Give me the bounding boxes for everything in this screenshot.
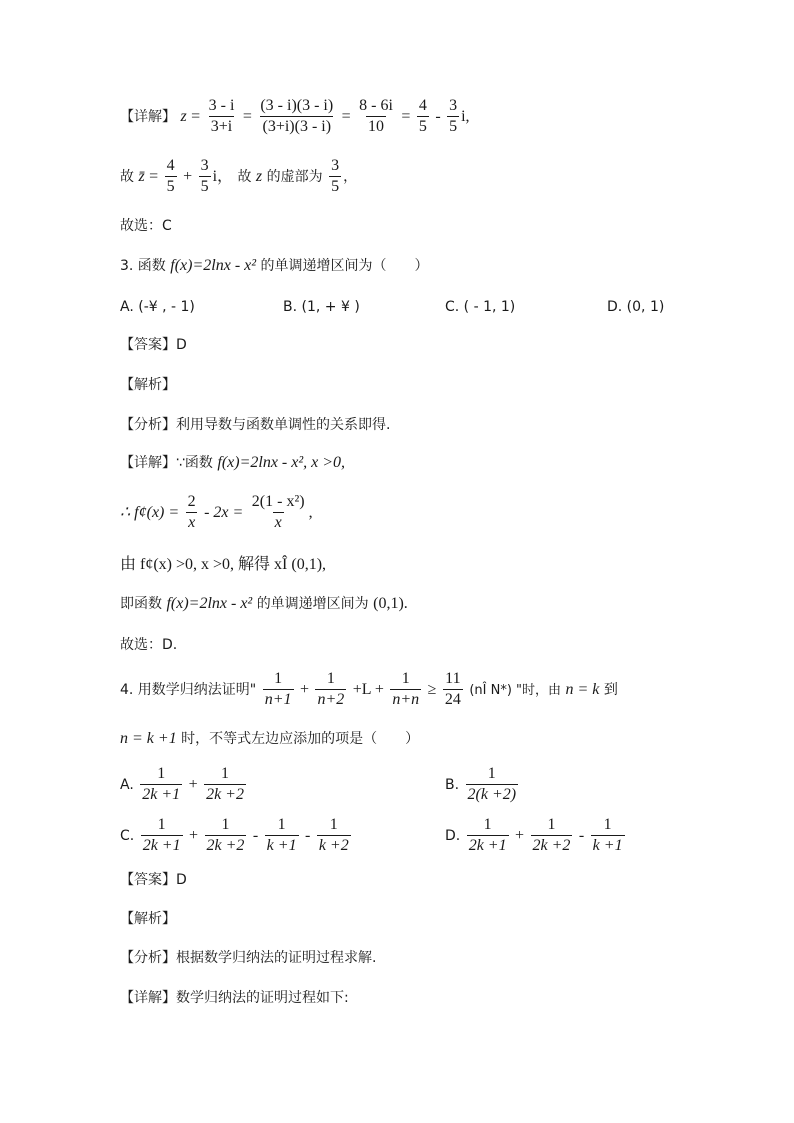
var-zbar: z̄: [138, 167, 145, 185]
denominator: 5: [200, 177, 209, 195]
math-expr: n = k: [565, 680, 600, 698]
q3-solve-line: [120, 557, 326, 573]
denominator: (3+i)(3 - i): [262, 117, 332, 135]
geq-sign: ≥: [427, 680, 437, 698]
stem-text: 到: [603, 681, 618, 698]
fraction: [417, 98, 429, 136]
q2-choose: 故选：C: [120, 218, 172, 234]
denominator: 5: [418, 117, 427, 135]
q3-derivative-line: [120, 494, 313, 532]
q3-option-c: C. ( - 1, 1): [445, 299, 516, 315]
fraction: [531, 817, 573, 855]
fraction: [357, 98, 395, 136]
minus-sign: -: [578, 826, 585, 844]
numerator: 1: [487, 765, 496, 782]
minus-sign: -: [435, 107, 441, 125]
fraction: [250, 494, 307, 532]
derivative-expr: ∴ f¢(x) =: [120, 503, 180, 521]
numerator: 1: [221, 816, 230, 833]
minus-sign: -: [252, 826, 259, 844]
numerator: 1: [483, 816, 492, 833]
numerator: 3 - i: [208, 97, 235, 114]
denominator: 10: [368, 117, 385, 135]
denominator: 5: [166, 177, 175, 195]
q4-answer: 【答案】D: [120, 872, 187, 888]
fraction: [258, 98, 335, 136]
function-expr: f(x)=2lnx - x²: [170, 257, 257, 274]
q3-detail-line: [120, 455, 345, 471]
numerator: (3 - i)(3 - i): [260, 97, 334, 114]
interval: (0,1).: [373, 595, 408, 612]
numerator: 1: [603, 816, 612, 833]
numerator: 3: [449, 97, 458, 114]
ellipsis: +L +: [352, 680, 384, 698]
fraction: [315, 671, 346, 709]
denominator: n+1: [264, 690, 292, 708]
text: 的虚部为: [266, 168, 323, 185]
denominator: 2(k +2): [467, 785, 517, 803]
numerator: 3: [200, 157, 209, 174]
text: 【详解】∵函数: [120, 455, 213, 471]
fraction: [263, 671, 294, 709]
text: 故: [120, 168, 134, 185]
fraction: [591, 817, 625, 855]
denominator: 2k +1: [142, 836, 181, 854]
imag-unit: i,: [461, 107, 470, 125]
denominator: 5: [331, 177, 340, 195]
denominator: n+2: [317, 690, 345, 708]
q3-analysis: 【分析】利用导数与函数单调性的关系即得.: [120, 417, 391, 433]
q4-option-d: [445, 817, 627, 855]
plus-sign: +: [299, 680, 309, 698]
fraction: [443, 671, 463, 709]
denominator: 2k +1: [142, 785, 181, 803]
numerator: 2: [187, 493, 196, 510]
fraction: [329, 158, 341, 196]
denominator: 2k +2: [532, 836, 571, 854]
denominator: k +1: [592, 836, 623, 854]
equals-sign: =: [401, 107, 411, 125]
denominator: 2k +2: [206, 785, 244, 803]
var-z: z: [180, 107, 187, 125]
numerator: 4: [418, 97, 427, 114]
option-label: A.: [120, 776, 134, 793]
q3-result-line: [120, 596, 408, 612]
function-expr: f(x)=2lnx - x², x >0,: [217, 454, 346, 471]
text: ，: [343, 168, 358, 185]
denominator: 24: [444, 690, 461, 708]
numerator: 1: [329, 816, 338, 833]
fraction: [165, 158, 177, 196]
math-expr: n = k +1: [120, 730, 177, 747]
fraction: [204, 766, 246, 804]
fraction: [447, 98, 459, 136]
equals-sign: =: [341, 107, 351, 125]
plus-sign: +: [189, 826, 199, 844]
fraction: [317, 817, 351, 855]
fraction: [265, 817, 299, 855]
q4-analysis: 【分析】根据数学归纳法的证明过程求解.: [120, 950, 377, 966]
numerator: 8 - 6i: [359, 97, 393, 114]
numerator: 1: [326, 670, 335, 687]
stem-text: 3. 函数: [120, 258, 166, 274]
fraction: [140, 766, 182, 804]
var-z: z: [255, 167, 263, 185]
q4-analysis-tag: 【解析】: [120, 911, 176, 927]
fraction: [467, 817, 509, 855]
q3-option-d: D. (0, 1): [607, 299, 665, 315]
denominator: k +2: [318, 836, 349, 854]
fraction: [207, 98, 237, 136]
numerator: 1: [221, 765, 230, 782]
minus-sign: -: [305, 826, 311, 844]
stem-text: 的单调递增区间为（ ）: [260, 258, 429, 274]
text: 的单调递增区间为: [256, 596, 369, 612]
q3-stem: [120, 258, 429, 274]
plus-sign: +: [188, 775, 198, 793]
numerator: 1: [157, 765, 166, 782]
q3-choose: 故选：D.: [120, 637, 178, 653]
denominator: x: [188, 513, 196, 531]
option-label: D.: [445, 827, 461, 844]
stem-text: (nÎ N*) "时，由: [469, 682, 561, 698]
numerator: 4: [166, 157, 175, 174]
q3-answer: 【答案】D: [120, 337, 187, 353]
q4-stem-line2: [120, 731, 419, 747]
function-expr: f(x)=2lnx - x²: [166, 595, 253, 612]
q2-detail-line: [120, 98, 470, 136]
option-label: C.: [120, 827, 135, 844]
q2-conjugate-line: [120, 158, 357, 196]
solve-text: 由 f¢(x) >0, x >0, 解得 xÎ (0,1),: [120, 556, 327, 573]
numerator: 1: [547, 816, 556, 833]
denominator: k +1: [266, 836, 297, 854]
detail-tag: 【详解】: [120, 108, 176, 125]
q4-stem: [120, 671, 618, 709]
text: 故: [237, 168, 252, 185]
fraction: [205, 817, 247, 855]
imag-unit: i，: [212, 167, 234, 185]
option-label: B.: [445, 776, 460, 793]
q4-option-b: [445, 766, 520, 804]
derivative-expr: - 2x =: [204, 503, 244, 521]
equals-sign: =: [149, 167, 159, 185]
q3-option-b: B. (1, + ¥ ): [283, 299, 360, 315]
fraction: [186, 494, 198, 532]
q3-option-a: A. (-¥ , - 1): [120, 299, 195, 315]
fraction: [390, 671, 421, 709]
denominator: 2k +2: [206, 836, 245, 854]
plus-sign: +: [183, 167, 193, 185]
equals-sign: =: [191, 107, 201, 125]
fraction: [466, 766, 519, 804]
text: 即函数: [120, 596, 162, 612]
denominator: x: [274, 513, 282, 531]
denominator: 3+i: [210, 117, 233, 135]
numerator: 2(1 - x²): [251, 493, 305, 510]
equals-sign: =: [242, 107, 252, 125]
q4-detail: 【详解】数学归纳法的证明过程如下:: [120, 990, 349, 1006]
fraction: [199, 158, 211, 196]
numerator: 11: [445, 670, 461, 687]
text: ,: [308, 503, 313, 521]
q3-analysis-tag: 【解析】: [120, 377, 176, 393]
denominator: 2k +1: [468, 836, 507, 854]
fraction: [141, 817, 183, 855]
plus-sign: +: [515, 826, 525, 844]
denominator: n+n: [392, 690, 420, 708]
numerator: 1: [401, 670, 410, 687]
q4-option-a: [120, 766, 248, 804]
numerator: 1: [277, 816, 286, 833]
numerator: 3: [331, 157, 340, 174]
numerator: 1: [274, 670, 283, 687]
stem-text: 时，不等式左边应添加的项是（ ）: [181, 731, 420, 747]
q4-option-c: [120, 817, 353, 855]
denominator: 5: [449, 117, 458, 135]
stem-text: 4. 用数学归纳法证明": [120, 681, 257, 698]
numerator: 1: [157, 816, 166, 833]
